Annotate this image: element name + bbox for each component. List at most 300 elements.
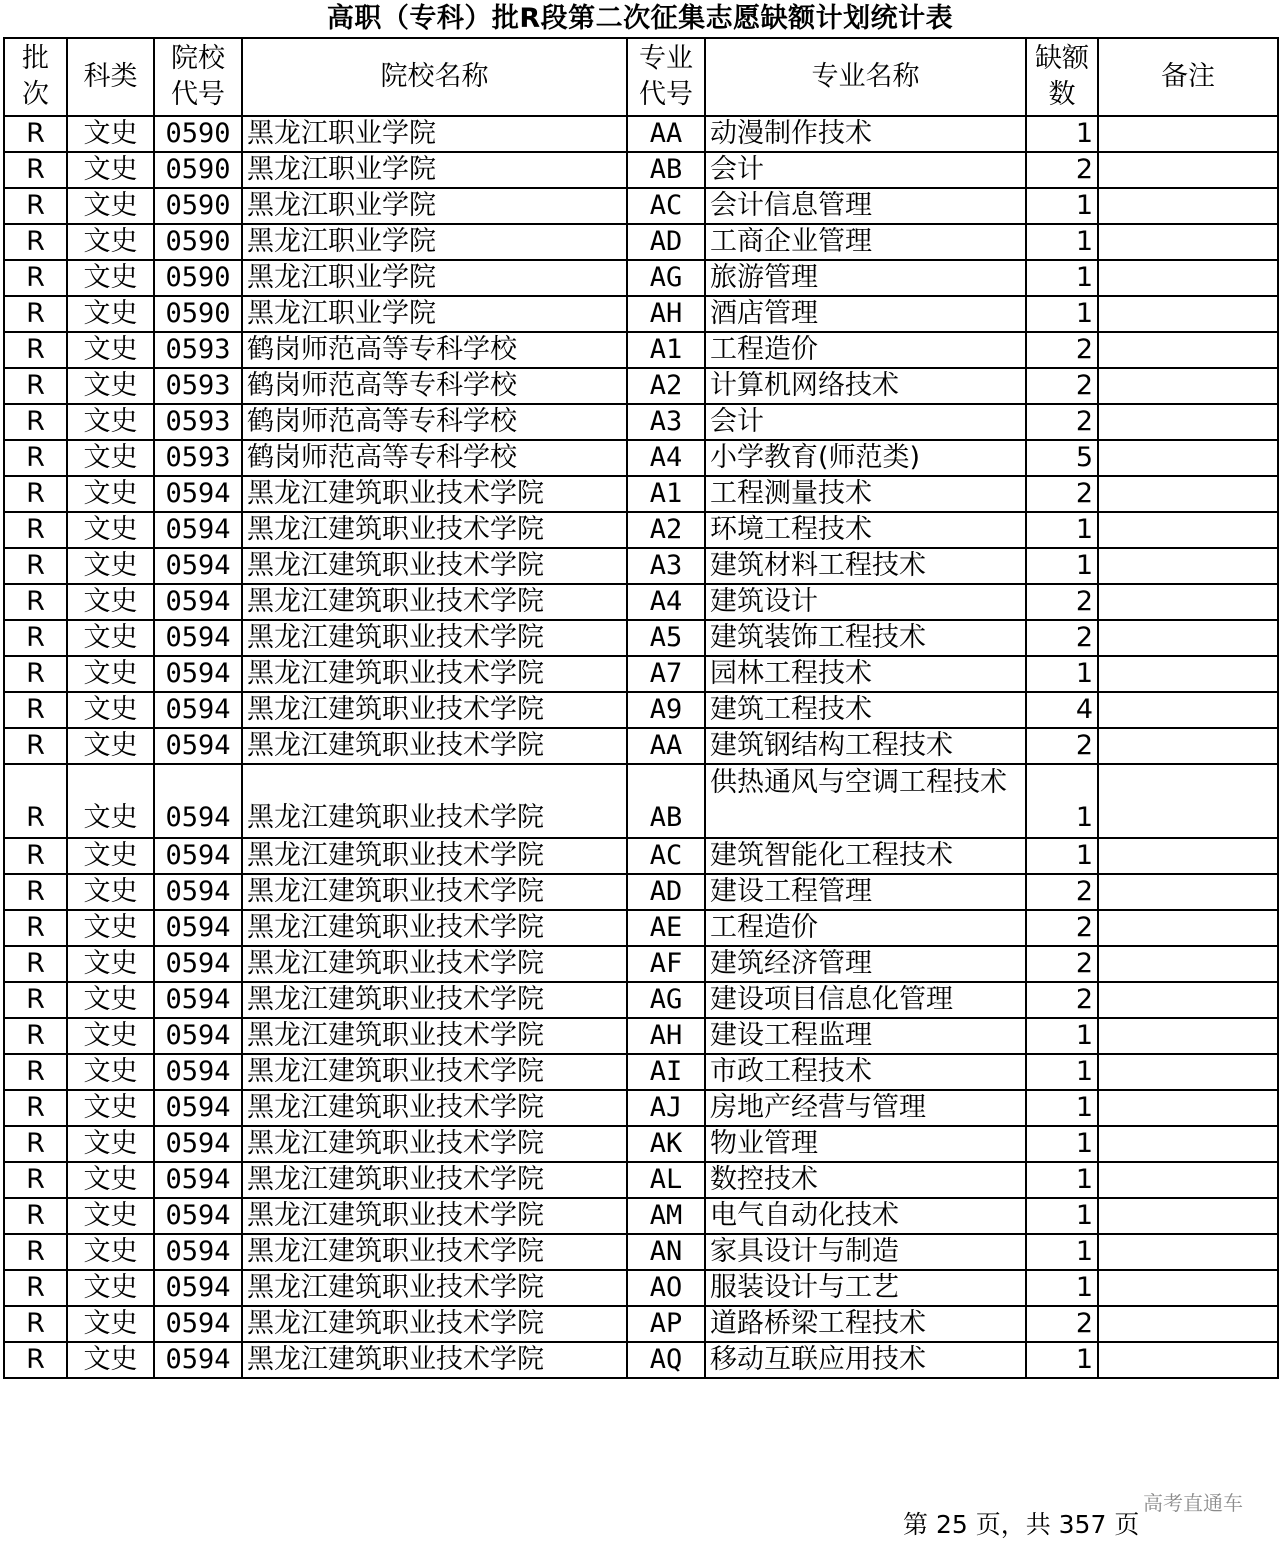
cell-vacancy: 1 <box>1026 1090 1098 1126</box>
cell-major-name: 建筑设计 <box>705 584 1026 620</box>
cell-school-name: 鹤岗师范高等专科学校 <box>242 440 627 476</box>
cell-major-code: AI <box>627 1054 705 1090</box>
cell-category: 文史 <box>67 620 154 656</box>
cell-batch: R <box>4 224 67 260</box>
cell-major-name: 动漫制作技术 <box>705 116 1026 152</box>
table-row <box>4 946 1278 982</box>
cell-notes <box>1098 1198 1278 1234</box>
table-row <box>4 1198 1278 1234</box>
cell-category: 文史 <box>67 910 154 946</box>
cell-school-code: 0594 <box>154 512 242 548</box>
cell-major-code: AD <box>627 874 705 910</box>
cell-vacancy: 1 <box>1026 1234 1098 1270</box>
cell-school-code: 0593 <box>154 332 242 368</box>
header-category: 科类 <box>67 38 154 116</box>
table-row <box>4 368 1278 404</box>
cell-school-name: 黑龙江建筑职业技术学院 <box>242 1018 627 1054</box>
cell-school-code: 0594 <box>154 1018 242 1054</box>
cell-major-name: 工程造价 <box>705 910 1026 946</box>
cell-batch: R <box>4 838 67 874</box>
cell-category: 文史 <box>67 296 154 332</box>
cell-school-name: 黑龙江建筑职业技术学院 <box>242 1234 627 1270</box>
cell-school-name: 黑龙江建筑职业技术学院 <box>242 946 627 982</box>
cell-vacancy: 1 <box>1026 548 1098 584</box>
table-row <box>4 296 1278 332</box>
cell-vacancy: 1 <box>1026 764 1098 838</box>
table-row <box>4 1018 1278 1054</box>
cell-major-code: AD <box>627 224 705 260</box>
cell-major-name: 会计 <box>705 404 1026 440</box>
cell-major-code: A1 <box>627 332 705 368</box>
cell-school-code: 0594 <box>154 692 242 728</box>
cell-vacancy: 2 <box>1026 368 1098 404</box>
cell-vacancy: 2 <box>1026 728 1098 764</box>
cell-major-code: A2 <box>627 512 705 548</box>
table-row <box>4 982 1278 1018</box>
cell-category: 文史 <box>67 656 154 692</box>
cell-notes <box>1098 224 1278 260</box>
cell-school-name: 黑龙江建筑职业技术学院 <box>242 982 627 1018</box>
cell-notes <box>1098 1054 1278 1090</box>
cell-category: 文史 <box>67 224 154 260</box>
cell-major-name: 工程测量技术 <box>705 476 1026 512</box>
cell-school-name: 黑龙江建筑职业技术学院 <box>242 692 627 728</box>
cell-notes <box>1098 368 1278 404</box>
vacancy-table <box>3 37 1279 1379</box>
cell-notes <box>1098 332 1278 368</box>
cell-school-code: 0594 <box>154 874 242 910</box>
cell-major-name: 计算机网络技术 <box>705 368 1026 404</box>
cell-vacancy: 2 <box>1026 404 1098 440</box>
cell-batch: R <box>4 368 67 404</box>
cell-category: 文史 <box>67 874 154 910</box>
cell-category: 文史 <box>67 512 154 548</box>
cell-batch: R <box>4 584 67 620</box>
cell-notes <box>1098 620 1278 656</box>
cell-batch: R <box>4 476 67 512</box>
cell-category: 文史 <box>67 260 154 296</box>
cell-notes <box>1098 1306 1278 1342</box>
cell-category: 文史 <box>67 728 154 764</box>
cell-category: 文史 <box>67 1198 154 1234</box>
cell-category: 文史 <box>67 404 154 440</box>
cell-school-code: 0593 <box>154 368 242 404</box>
cell-notes <box>1098 404 1278 440</box>
cell-major-code: AL <box>627 1162 705 1198</box>
cell-school-name: 黑龙江职业学院 <box>242 152 627 188</box>
cell-notes <box>1098 728 1278 764</box>
cell-vacancy: 1 <box>1026 838 1098 874</box>
table-body <box>4 116 1278 1378</box>
cell-major-code: A1 <box>627 476 705 512</box>
cell-category: 文史 <box>67 332 154 368</box>
cell-school-code: 0594 <box>154 764 242 838</box>
cell-major-code: AQ <box>627 1342 705 1378</box>
cell-school-code: 0590 <box>154 152 242 188</box>
cell-batch: R <box>4 1054 67 1090</box>
header-school-code: 院校 代号 <box>154 38 242 116</box>
cell-vacancy: 4 <box>1026 692 1098 728</box>
cell-batch: R <box>4 982 67 1018</box>
cell-notes <box>1098 656 1278 692</box>
table-row <box>4 1270 1278 1306</box>
cell-vacancy: 1 <box>1026 1342 1098 1378</box>
cell-category: 文史 <box>67 548 154 584</box>
cell-school-code: 0593 <box>154 404 242 440</box>
cell-batch: R <box>4 548 67 584</box>
cell-school-name: 鹤岗师范高等专科学校 <box>242 332 627 368</box>
table-row <box>4 1054 1278 1090</box>
cell-school-name: 黑龙江建筑职业技术学院 <box>242 548 627 584</box>
table-row <box>4 764 1278 838</box>
cell-major-code: A5 <box>627 620 705 656</box>
cell-notes <box>1098 874 1278 910</box>
cell-category: 文史 <box>67 838 154 874</box>
header-notes: 备注 <box>1098 38 1278 116</box>
cell-major-name: 小学教育(师范类) <box>705 440 1026 476</box>
cell-major-code: AB <box>627 152 705 188</box>
cell-school-code: 0594 <box>154 982 242 1018</box>
cell-major-name: 园林工程技术 <box>705 656 1026 692</box>
cell-category: 文史 <box>67 188 154 224</box>
cell-category: 文史 <box>67 1342 154 1378</box>
cell-batch: R <box>4 440 67 476</box>
cell-major-code: AE <box>627 910 705 946</box>
cell-school-name: 黑龙江建筑职业技术学院 <box>242 1162 627 1198</box>
table-row <box>4 1162 1278 1198</box>
table-row <box>4 332 1278 368</box>
table-row <box>4 1306 1278 1342</box>
table-row <box>4 440 1278 476</box>
cell-vacancy: 2 <box>1026 910 1098 946</box>
cell-notes <box>1098 548 1278 584</box>
cell-category: 文史 <box>67 1126 154 1162</box>
cell-batch: R <box>4 764 67 838</box>
cell-major-name: 服装设计与工艺 <box>705 1270 1026 1306</box>
cell-major-code: AM <box>627 1198 705 1234</box>
cell-major-code: A3 <box>627 548 705 584</box>
table-row <box>4 838 1278 874</box>
cell-school-name: 黑龙江建筑职业技术学院 <box>242 656 627 692</box>
table-row <box>4 512 1278 548</box>
cell-major-code: AK <box>627 1126 705 1162</box>
cell-vacancy: 2 <box>1026 620 1098 656</box>
table-row <box>4 224 1278 260</box>
cell-major-code: A7 <box>627 656 705 692</box>
cell-school-code: 0594 <box>154 476 242 512</box>
cell-batch: R <box>4 260 67 296</box>
cell-vacancy: 2 <box>1026 584 1098 620</box>
cell-notes <box>1098 1162 1278 1198</box>
table-row <box>4 548 1278 584</box>
table-row <box>4 1090 1278 1126</box>
cell-major-name: 建筑经济管理 <box>705 946 1026 982</box>
cell-major-name: 家具设计与制造 <box>705 1234 1026 1270</box>
cell-school-code: 0594 <box>154 1342 242 1378</box>
cell-school-code: 0594 <box>154 728 242 764</box>
cell-major-name: 会计信息管理 <box>705 188 1026 224</box>
table-row <box>4 874 1278 910</box>
cell-major-code: AN <box>627 1234 705 1270</box>
cell-school-code: 0594 <box>154 548 242 584</box>
cell-batch: R <box>4 1306 67 1342</box>
cell-major-name: 建筑智能化工程技术 <box>705 838 1026 874</box>
cell-major-name: 数控技术 <box>705 1162 1026 1198</box>
cell-vacancy: 1 <box>1026 1198 1098 1234</box>
cell-major-name: 建筑装饰工程技术 <box>705 620 1026 656</box>
cell-school-name: 黑龙江建筑职业技术学院 <box>242 1342 627 1378</box>
cell-category: 文史 <box>67 1054 154 1090</box>
header-major-name: 专业名称 <box>705 38 1026 116</box>
cell-notes <box>1098 260 1278 296</box>
cell-school-name: 黑龙江职业学院 <box>242 260 627 296</box>
table-row <box>4 476 1278 512</box>
cell-major-code: AP <box>627 1306 705 1342</box>
cell-notes <box>1098 512 1278 548</box>
cell-batch: R <box>4 188 67 224</box>
cell-major-code: A2 <box>627 368 705 404</box>
cell-batch: R <box>4 620 67 656</box>
cell-batch: R <box>4 728 67 764</box>
cell-vacancy: 1 <box>1026 1018 1098 1054</box>
cell-major-code: AC <box>627 838 705 874</box>
cell-vacancy: 1 <box>1026 188 1098 224</box>
cell-major-name: 物业管理 <box>705 1126 1026 1162</box>
cell-category: 文史 <box>67 692 154 728</box>
cell-major-code: AJ <box>627 1090 705 1126</box>
cell-major-name: 电气自动化技术 <box>705 1198 1026 1234</box>
cell-school-name: 黑龙江建筑职业技术学院 <box>242 838 627 874</box>
cell-batch: R <box>4 512 67 548</box>
header-batch: 批 次 <box>4 38 67 116</box>
cell-vacancy: 1 <box>1026 224 1098 260</box>
cell-vacancy: 2 <box>1026 1306 1098 1342</box>
cell-major-code: AO <box>627 1270 705 1306</box>
cell-school-name: 黑龙江建筑职业技术学院 <box>242 1198 627 1234</box>
table-row <box>4 656 1278 692</box>
cell-major-name: 道路桥梁工程技术 <box>705 1306 1026 1342</box>
cell-category: 文史 <box>67 1234 154 1270</box>
cell-school-code: 0590 <box>154 116 242 152</box>
table-row <box>4 404 1278 440</box>
cell-vacancy: 1 <box>1026 1054 1098 1090</box>
cell-school-name: 黑龙江职业学院 <box>242 296 627 332</box>
cell-vacancy: 5 <box>1026 440 1098 476</box>
cell-major-code: AA <box>627 116 705 152</box>
cell-school-code: 0594 <box>154 1126 242 1162</box>
cell-category: 文史 <box>67 1306 154 1342</box>
cell-batch: R <box>4 1234 67 1270</box>
cell-major-code: A3 <box>627 404 705 440</box>
cell-category: 文史 <box>67 946 154 982</box>
cell-major-code: AG <box>627 982 705 1018</box>
table-row <box>4 1234 1278 1270</box>
cell-school-name: 黑龙江建筑职业技术学院 <box>242 476 627 512</box>
cell-notes <box>1098 584 1278 620</box>
cell-notes <box>1098 910 1278 946</box>
cell-category: 文史 <box>67 368 154 404</box>
cell-batch: R <box>4 692 67 728</box>
cell-major-name: 酒店管理 <box>705 296 1026 332</box>
cell-major-name: 供热通风与空调工程技术 <box>705 764 1026 838</box>
cell-category: 文史 <box>67 152 154 188</box>
cell-major-name: 旅游管理 <box>705 260 1026 296</box>
table-row <box>4 152 1278 188</box>
cell-school-code: 0594 <box>154 1054 242 1090</box>
table-row <box>4 910 1278 946</box>
cell-school-name: 黑龙江建筑职业技术学院 <box>242 1054 627 1090</box>
cell-major-name: 建筑材料工程技术 <box>705 548 1026 584</box>
cell-vacancy: 2 <box>1026 476 1098 512</box>
cell-school-code: 0590 <box>154 260 242 296</box>
table-row <box>4 1342 1278 1378</box>
cell-vacancy: 2 <box>1026 982 1098 1018</box>
cell-notes <box>1098 1018 1278 1054</box>
table-row <box>4 692 1278 728</box>
cell-category: 文史 <box>67 1270 154 1306</box>
cell-vacancy: 1 <box>1026 116 1098 152</box>
cell-major-code: AH <box>627 296 705 332</box>
cell-notes <box>1098 1234 1278 1270</box>
cell-school-name: 黑龙江建筑职业技术学院 <box>242 1306 627 1342</box>
cell-category: 文史 <box>67 1018 154 1054</box>
cell-major-code: AH <box>627 1018 705 1054</box>
cell-major-name: 工程造价 <box>705 332 1026 368</box>
header-vacancy: 缺额 数 <box>1026 38 1098 116</box>
cell-category: 文史 <box>67 1090 154 1126</box>
cell-vacancy: 1 <box>1026 1126 1098 1162</box>
cell-category: 文史 <box>67 476 154 512</box>
cell-school-code: 0594 <box>154 838 242 874</box>
cell-batch: R <box>4 1090 67 1126</box>
cell-major-code: AB <box>627 764 705 838</box>
cell-school-code: 0593 <box>154 440 242 476</box>
cell-major-code: A4 <box>627 584 705 620</box>
page-title: 高职（专科）批R段第二次征集志愿缺额计划统计表 <box>326 3 954 34</box>
cell-batch: R <box>4 116 67 152</box>
cell-batch: R <box>4 332 67 368</box>
cell-school-name: 黑龙江建筑职业技术学院 <box>242 1126 627 1162</box>
cell-major-code: AA <box>627 728 705 764</box>
cell-notes <box>1098 116 1278 152</box>
cell-school-code: 0594 <box>154 620 242 656</box>
header-major-code: 专业 代号 <box>627 38 705 116</box>
cell-batch: R <box>4 1198 67 1234</box>
cell-notes <box>1098 764 1278 838</box>
cell-school-name: 黑龙江建筑职业技术学院 <box>242 512 627 548</box>
cell-notes <box>1098 440 1278 476</box>
cell-major-name: 建设工程监理 <box>705 1018 1026 1054</box>
cell-batch: R <box>4 1126 67 1162</box>
cell-school-name: 黑龙江职业学院 <box>242 116 627 152</box>
cell-major-code: AF <box>627 946 705 982</box>
cell-vacancy: 1 <box>1026 656 1098 692</box>
cell-major-name: 市政工程技术 <box>705 1054 1026 1090</box>
cell-school-name: 黑龙江建筑职业技术学院 <box>242 874 627 910</box>
cell-category: 文史 <box>67 116 154 152</box>
cell-major-name: 建筑钢结构工程技术 <box>705 728 1026 764</box>
cell-school-name: 黑龙江建筑职业技术学院 <box>242 1090 627 1126</box>
cell-vacancy: 1 <box>1026 296 1098 332</box>
cell-notes <box>1098 1342 1278 1378</box>
cell-school-code: 0594 <box>154 656 242 692</box>
cell-major-name: 建设工程管理 <box>705 874 1026 910</box>
cell-school-code: 0594 <box>154 584 242 620</box>
cell-category: 文史 <box>67 982 154 1018</box>
cell-major-name: 建筑工程技术 <box>705 692 1026 728</box>
cell-vacancy: 1 <box>1026 1162 1098 1198</box>
cell-school-name: 黑龙江职业学院 <box>242 224 627 260</box>
cell-major-code: A4 <box>627 440 705 476</box>
cell-major-code: AC <box>627 188 705 224</box>
cell-school-name: 黑龙江建筑职业技术学院 <box>242 764 627 838</box>
table-row <box>4 584 1278 620</box>
cell-notes <box>1098 188 1278 224</box>
cell-notes <box>1098 1126 1278 1162</box>
cell-major-name: 工商企业管理 <box>705 224 1026 260</box>
header-row <box>4 38 1278 116</box>
table-row <box>4 260 1278 296</box>
cell-notes <box>1098 946 1278 982</box>
cell-school-code: 0590 <box>154 296 242 332</box>
cell-school-code: 0590 <box>154 224 242 260</box>
watermark: 高考直通车 <box>1143 1491 1243 1515</box>
cell-major-name: 会计 <box>705 152 1026 188</box>
cell-school-name: 黑龙江建筑职业技术学院 <box>242 728 627 764</box>
cell-school-name: 鹤岗师范高等专科学校 <box>242 404 627 440</box>
cell-notes <box>1098 152 1278 188</box>
cell-batch: R <box>4 656 67 692</box>
cell-vacancy: 1 <box>1026 512 1098 548</box>
cell-batch: R <box>4 1018 67 1054</box>
cell-category: 文史 <box>67 584 154 620</box>
cell-batch: R <box>4 874 67 910</box>
cell-school-code: 0594 <box>154 1234 242 1270</box>
cell-vacancy: 2 <box>1026 874 1098 910</box>
cell-school-code: 0594 <box>154 946 242 982</box>
cell-notes <box>1098 1090 1278 1126</box>
cell-vacancy: 2 <box>1026 152 1098 188</box>
table-row <box>4 620 1278 656</box>
cell-school-code: 0594 <box>154 1306 242 1342</box>
cell-batch: R <box>4 404 67 440</box>
cell-school-name: 黑龙江职业学院 <box>242 188 627 224</box>
cell-category: 文史 <box>67 764 154 838</box>
cell-notes <box>1098 476 1278 512</box>
cell-vacancy: 1 <box>1026 1270 1098 1306</box>
cell-batch: R <box>4 946 67 982</box>
cell-vacancy: 1 <box>1026 260 1098 296</box>
cell-batch: R <box>4 1342 67 1378</box>
cell-school-name: 黑龙江建筑职业技术学院 <box>242 620 627 656</box>
cell-notes <box>1098 1270 1278 1306</box>
cell-batch: R <box>4 296 67 332</box>
cell-school-code: 0594 <box>154 1270 242 1306</box>
cell-notes <box>1098 982 1278 1018</box>
cell-vacancy: 2 <box>1026 332 1098 368</box>
cell-batch: R <box>4 152 67 188</box>
table-row <box>4 1126 1278 1162</box>
cell-notes <box>1098 838 1278 874</box>
cell-batch: R <box>4 1270 67 1306</box>
cell-school-code: 0594 <box>154 1162 242 1198</box>
cell-major-name: 移动互联应用技术 <box>705 1342 1026 1378</box>
header-school-name: 院校名称 <box>242 38 627 116</box>
table-row <box>4 188 1278 224</box>
cell-category: 文史 <box>67 440 154 476</box>
cell-notes <box>1098 692 1278 728</box>
cell-major-name: 房地产经营与管理 <box>705 1090 1026 1126</box>
